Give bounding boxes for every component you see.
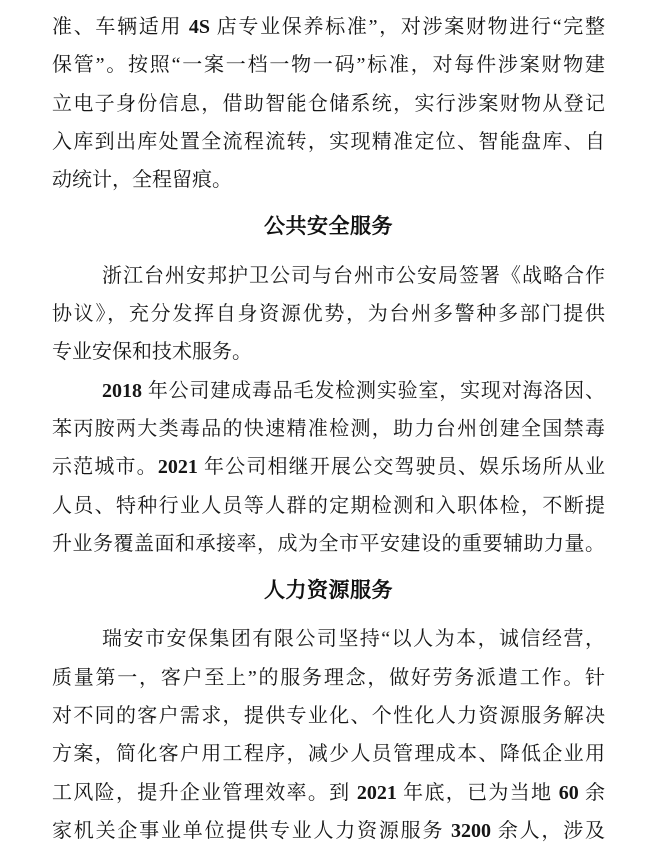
bold-text-segment: 4S bbox=[188, 16, 211, 38]
text-segment: 对不同的客户需求，提供专业化、个性化人力资源服务解决 bbox=[52, 705, 605, 728]
text-segment: 升业务覆盖面和承接率，成为全市平安建设的重要辅助力量。 bbox=[52, 532, 605, 555]
bold-text-segment: 2018 bbox=[102, 379, 142, 402]
text-segment: 余人，涉及 bbox=[491, 819, 606, 842]
text-segment: 浙江台州安邦护卫公司与台州市公安局签署《战略合作 bbox=[102, 264, 605, 287]
text-line bbox=[52, 8, 605, 46]
text-segment: 示范城市。 bbox=[52, 456, 158, 479]
text-segment: 立电子身份信息，借助智能仓储系统，实行涉案财物从登记 bbox=[52, 92, 605, 115]
bold-text-segment: 3200 bbox=[451, 819, 492, 842]
text-segment: 工风险，提升企业管理效率。到 bbox=[52, 781, 357, 804]
text-line bbox=[52, 620, 605, 658]
text-line bbox=[52, 85, 605, 123]
text-segment: 年公司建成毒品毛发检测实验室，实现对海洛因、 bbox=[142, 379, 605, 402]
text-segment: 年公司相继开展公交驾驶员、娱乐场所从业 bbox=[197, 456, 606, 479]
text-line bbox=[52, 774, 605, 812]
text-segment: 店专业保养标准”，对涉案财物进行“完整 bbox=[210, 16, 606, 38]
paragraph-property-custody bbox=[52, 8, 605, 199]
text-line bbox=[52, 697, 605, 735]
paragraph-police-cooperation bbox=[52, 257, 605, 372]
text-segment: 专业安保和技术服务。 bbox=[52, 341, 252, 364]
bold-text-segment: 2021 bbox=[157, 456, 198, 479]
text-line bbox=[52, 525, 605, 563]
text-line bbox=[52, 123, 605, 161]
text-line bbox=[52, 410, 605, 448]
text-line bbox=[52, 295, 605, 333]
text-line bbox=[52, 487, 605, 525]
document-body bbox=[52, 0, 605, 850]
text-line bbox=[52, 812, 605, 850]
text-line bbox=[52, 659, 605, 697]
text-segment: 动统计，全程留痕。 bbox=[52, 169, 232, 192]
text-segment: 保管”。按照“一案一档一物一码”标准，对每件涉案财物建 bbox=[52, 54, 605, 77]
text-segment: 准、车辆适用 bbox=[52, 16, 189, 38]
text-line bbox=[52, 448, 605, 486]
text-line bbox=[52, 257, 605, 295]
text-segment: 人员、特种行业人员等人群的定期检测和入职体检，不断提 bbox=[52, 494, 605, 517]
text-segment: 年底，已为当地 bbox=[396, 781, 559, 804]
paragraph-drug-testing-lab bbox=[52, 372, 605, 563]
section-heading-human-resources: 人力资源服务 bbox=[264, 579, 393, 603]
text-line bbox=[52, 735, 605, 773]
text-line bbox=[52, 161, 605, 199]
text-segment: 余 bbox=[578, 781, 606, 804]
text-line bbox=[52, 46, 605, 84]
text-segment: 协议》，充分发挥自身资源优势，为台州多警种多部门提供 bbox=[52, 303, 605, 326]
text-segment: 瑞安市安保集团有限公司坚持“以人为本，诚信经营， bbox=[102, 628, 605, 651]
text-line bbox=[52, 372, 605, 410]
section-heading-public-safety: 公共安全服务 bbox=[264, 215, 393, 239]
text-segment: 方案，简化客户用工程序，减少人员管理成本、降低企业用 bbox=[52, 743, 605, 766]
bold-text-segment: 60 bbox=[558, 781, 579, 804]
paragraph-labor-dispatch bbox=[52, 620, 605, 850]
bold-text-segment: 2021 bbox=[356, 781, 397, 804]
text-line bbox=[52, 333, 605, 371]
text-segment: 入库到出库处置全流程流转，实现精准定位、智能盘库、自 bbox=[52, 130, 605, 153]
text-segment: 质量第一，客户至上”的服务理念，做好劳务派遣工作。针 bbox=[52, 666, 605, 689]
text-segment: 苯丙胺两大类毒品的快速精准检测，助力台州创建全国禁毒 bbox=[52, 417, 605, 440]
text-segment: 家机关企事业单位提供专业人力资源服务 bbox=[52, 819, 452, 842]
